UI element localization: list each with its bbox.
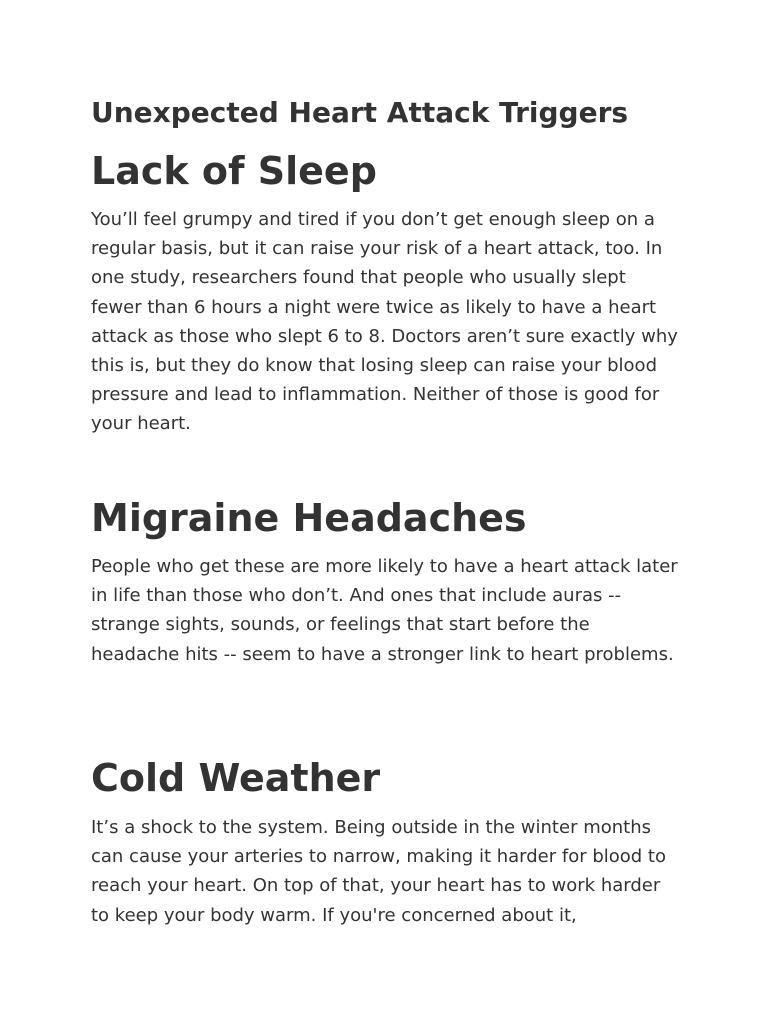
section-body-cold-weather: It’s a shock to the system. Being outside in the winter months can cause your arteries to narrow, making it harder for blood to reach your heart. On top of that, your heart has to work harder to keep your body warm. If you're concerned about it, [91,817,667,926]
section-heading-migraine-headaches: Migraine Headaches [91,496,527,540]
section-heading-lack-of-sleep: Lack of Sleep [91,149,377,193]
section-body-lack-of-sleep: You’ll feel grumpy and tired if you don’t get enough sleep on a regular basis, but it can raise your risk of a heart attack, too. In one study, researchers found that people who usually slept fewer than 6 hours a night were twice as likely to have a heart attack as those who slept 6 to 8. Doctors aren’t sure exactly why this is, but they do know that losing sleep can raise your blood pressure and lead to inflammation. Neither of those is good for your heart. [91,209,678,435]
section-heading-cold-weather: Cold Weather [91,756,381,800]
document-title: Unexpected Heart Attack Triggers [91,96,629,129]
section-body-migraine-headaches: People who get these are more likely to have a heart attack later in life than those who don’t. And ones that include auras -- strange sights, sounds, or feelings that start before the headache hits -- seem to have a stronger link to heart problems. [91,556,678,665]
